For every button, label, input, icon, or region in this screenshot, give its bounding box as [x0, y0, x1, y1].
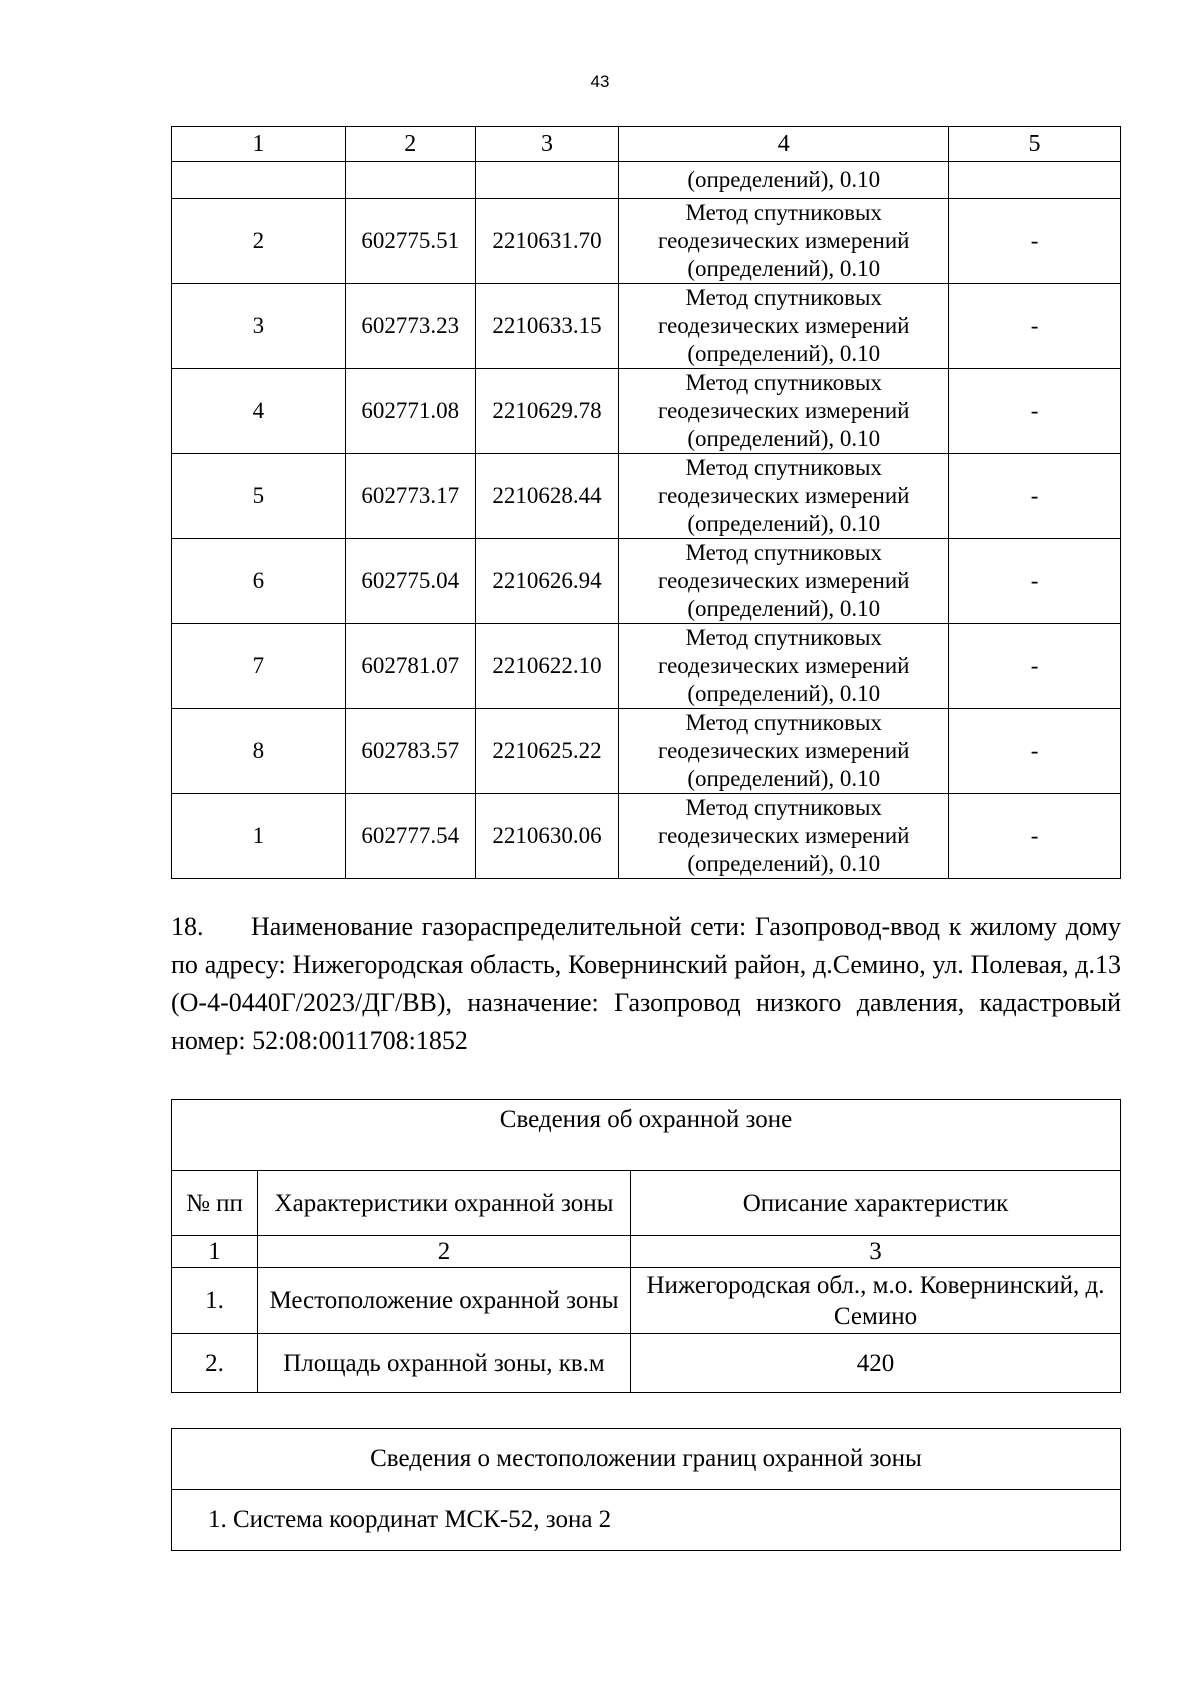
- method-line: (определений), 0.10: [687, 681, 881, 706]
- method-line: (определений), 0.10: [687, 596, 881, 621]
- section-text: Наименование газораспределительной сети: Газопровод-ввод к жилому дому по адресу: Нижегородская область, Ковернинский район, д.Семино, ул. Полевая, д.13 (О-4-0440Г/2023/ДГ/ВВ), назначение: Газопровод низкого давления, кадастровый номер: 52:08:0011708:1852: [171, 912, 1121, 1055]
- table-row: [172, 794, 1121, 879]
- cell-x: 602773.17: [345, 454, 475, 539]
- method-line: (определений), 0.10: [687, 341, 881, 366]
- method-line: Метод спутниковых: [685, 455, 882, 480]
- zone-row-value: 420: [631, 1334, 1121, 1393]
- section-number: 18.: [171, 912, 204, 941]
- continuation-row: [172, 162, 1121, 199]
- method-line: геодезических измерений: [657, 738, 910, 763]
- method-line: геодезических измерений: [657, 228, 910, 253]
- method-line: (определений), 0.10: [687, 851, 881, 876]
- zone-caption-row: [172, 1100, 1121, 1171]
- zone-column-number-2: 2: [258, 1236, 631, 1268]
- cell-method: [619, 454, 949, 539]
- protection-zone-table: [171, 1099, 1121, 1393]
- table-row: [172, 709, 1121, 794]
- cell-note: -: [949, 539, 1121, 624]
- cell-point-number: [172, 162, 346, 199]
- method-line: геодезических измерений: [657, 398, 910, 423]
- zone-boundaries-table: [171, 1428, 1121, 1551]
- cell-y: 2210631.70: [475, 199, 619, 284]
- cell-y: 2210625.22: [475, 709, 619, 794]
- cell-note: -: [949, 369, 1121, 454]
- zone-row-number: 1.: [172, 1268, 258, 1334]
- table-row: [172, 284, 1121, 369]
- method-line: Метод спутниковых: [685, 795, 882, 820]
- boundaries-title-row: [172, 1429, 1121, 1490]
- table-row: [172, 369, 1121, 454]
- cell-x: [345, 162, 475, 199]
- cell-note: [949, 162, 1121, 199]
- zone-column-numbers-row: [172, 1236, 1121, 1268]
- method-line: Метод спутниковых: [685, 540, 882, 565]
- method-line: (определений), 0.10: [687, 511, 881, 536]
- column-header-3: 3: [475, 127, 619, 162]
- cell-y: 2210629.78: [475, 369, 619, 454]
- zone-row-number: 2.: [172, 1334, 258, 1393]
- cell-point-number: 2: [172, 199, 346, 284]
- zone-column-number-1: 1: [172, 1236, 258, 1268]
- table-row: [172, 199, 1121, 284]
- cell-x: 602771.08: [345, 369, 475, 454]
- method-line: (определений), 0.10: [687, 426, 881, 451]
- page-number: 43: [590, 72, 610, 91]
- boundaries-table-title: Сведения о местоположении границ охранной зоны: [172, 1429, 1121, 1490]
- zone-column-number-3: 3: [631, 1236, 1121, 1268]
- zone-row-name: Площадь охранной зоны, кв.м: [258, 1334, 631, 1393]
- zone-header-characteristics: Характеристики охранной зоны: [258, 1171, 631, 1236]
- zone-header-row: [172, 1171, 1121, 1236]
- method-line: Метод спутниковых: [685, 710, 882, 735]
- column-header-5: 5: [949, 127, 1121, 162]
- cell-point-number: 6: [172, 539, 346, 624]
- cell-x: 602781.07: [345, 624, 475, 709]
- table-row: [172, 624, 1121, 709]
- cell-note: -: [949, 199, 1121, 284]
- cell-y: 2210630.06: [475, 794, 619, 879]
- table-row: [172, 539, 1121, 624]
- table-row: [172, 1334, 1121, 1393]
- table-header-row: [172, 127, 1121, 162]
- cell-point-number: 7: [172, 624, 346, 709]
- column-header-4: 4: [619, 127, 949, 162]
- zone-table-caption: Сведения об охранной зоне: [172, 1100, 1121, 1171]
- cell-point-number: 1: [172, 794, 346, 879]
- cell-y: 2210633.15: [475, 284, 619, 369]
- coordinates-table: [171, 126, 1121, 879]
- cell-point-number: 8: [172, 709, 346, 794]
- cell-point-number: 4: [172, 369, 346, 454]
- cell-y: 2210626.94: [475, 539, 619, 624]
- method-line: геодезических измерений: [657, 568, 910, 593]
- cell-x: 602775.51: [345, 199, 475, 284]
- method-line: (определений), 0.10: [687, 256, 881, 281]
- zone-header-number: № пп: [172, 1171, 258, 1236]
- cell-x: 602775.04: [345, 539, 475, 624]
- cell-method: (определений), 0.10: [619, 162, 949, 199]
- column-header-1: 1: [172, 127, 346, 162]
- table-row: [172, 454, 1121, 539]
- cell-method: [619, 539, 949, 624]
- table-row: [172, 1268, 1121, 1334]
- method-line: Метод спутниковых: [685, 200, 882, 225]
- zone-row-value: Нижегородская обл., м.о. Ковернинский, д. Семино: [631, 1268, 1121, 1334]
- cell-y: [475, 162, 619, 199]
- cell-method: [619, 199, 949, 284]
- cell-x: 602773.23: [345, 284, 475, 369]
- coordinate-system-item: 1. Система координат МСК-52, зона 2: [172, 1490, 1121, 1551]
- zone-header-description: Описание характеристик: [631, 1171, 1121, 1236]
- cell-note: -: [949, 624, 1121, 709]
- cell-method: [619, 369, 949, 454]
- section-paragraph: [171, 908, 1121, 1060]
- method-line: геодезических измерений: [657, 483, 910, 508]
- method-line: геодезических измерений: [657, 313, 910, 338]
- column-header-2: 2: [345, 127, 475, 162]
- cell-method: [619, 794, 949, 879]
- cell-point-number: 5: [172, 454, 346, 539]
- method-line: Метод спутниковых: [685, 370, 882, 395]
- cell-point-number: 3: [172, 284, 346, 369]
- cell-y: 2210628.44: [475, 454, 619, 539]
- boundaries-item-row: [172, 1490, 1121, 1551]
- method-line: Метод спутниковых: [685, 285, 882, 310]
- method-line: (определений), 0.10: [687, 766, 881, 791]
- method-line: Метод спутниковых: [685, 625, 882, 650]
- cell-note: -: [949, 454, 1121, 539]
- cell-note: -: [949, 709, 1121, 794]
- cell-method: [619, 709, 949, 794]
- cell-method: [619, 624, 949, 709]
- cell-y: 2210622.10: [475, 624, 619, 709]
- method-line: геодезических измерений: [657, 653, 910, 678]
- cell-method: [619, 284, 949, 369]
- cell-note: -: [949, 794, 1121, 879]
- method-line: геодезических измерений: [657, 823, 910, 848]
- cell-x: 602777.54: [345, 794, 475, 879]
- cell-x: 602783.57: [345, 709, 475, 794]
- zone-row-name: Местоположение охранной зоны: [258, 1268, 631, 1334]
- cell-note: -: [949, 284, 1121, 369]
